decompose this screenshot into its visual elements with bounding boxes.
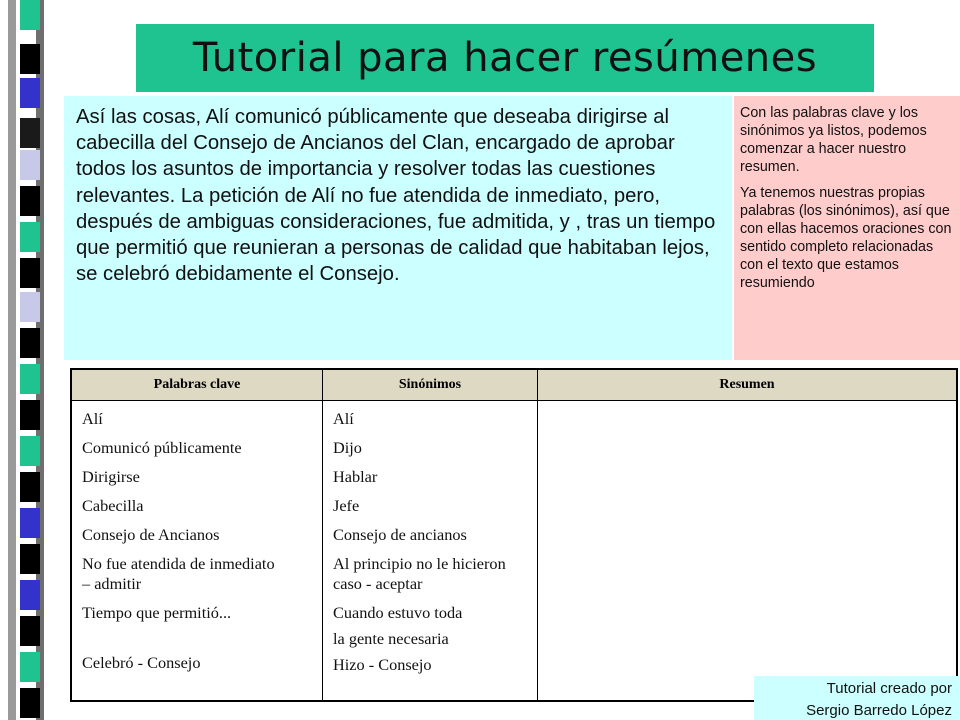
keyword-item: Cabecilla xyxy=(82,496,144,515)
summary-column[interactable] xyxy=(538,401,957,701)
keyword-item: Celebró - Consejo xyxy=(82,653,201,672)
keyword-item: Comunicó públicamente xyxy=(82,438,242,457)
synonym-item: Cuando estuvo toda xyxy=(333,603,463,622)
credit-line-1: Tutorial creado por xyxy=(826,680,952,697)
passage-text: Así las cosas, Alí comunicó públicamente que deseaba dirigirse al cabecilla del Consejo de Ancianos del Clan, encargado de aprobar todos los asuntos de importancia y resolver todas las cuestiones relevantes. La petición de Alí no fue atendida de inmediato, pero, después de ambiguas consideraciones, fue admitida, y , tras un tiempo que permitió que reunieran a personas de calidad que habitaban lejos, se celebró debidamente el Consejo. xyxy=(76,106,716,286)
keyword-item: Tiempo que permitió... xyxy=(82,603,232,622)
synonym-item: Consejo de ancianos xyxy=(333,525,467,544)
synonym-item: Hizo - Consejo xyxy=(333,655,432,674)
synonym-item: la gente necesaria xyxy=(333,629,449,648)
summary-table xyxy=(70,368,958,702)
instruction-note xyxy=(734,96,960,360)
synonym-item: Alí xyxy=(333,409,354,428)
header-keywords: Palabras clave xyxy=(72,370,323,401)
synonyms-column xyxy=(323,401,538,701)
synonym-item: Al principio no le hicieron caso - aceptar xyxy=(333,554,506,593)
keyword-item: Alí xyxy=(82,409,103,428)
source-passage xyxy=(64,96,732,360)
keywords-column xyxy=(72,401,323,701)
decorative-side-strip xyxy=(0,0,44,720)
title-banner xyxy=(136,24,874,92)
header-summary: Resumen xyxy=(538,370,957,401)
synonym-item: Jefe xyxy=(333,496,360,515)
keyword-item: No fue atendida de inmediato – admitir xyxy=(82,554,275,593)
note-paragraph-2: Ya tenemos nuestras propias palabras (los sinónimos), así que con ellas hacemos oraciones con sentido completo relacionadas con el texto que estamos resumiendo xyxy=(740,185,952,291)
header-synonyms: Sinónimos xyxy=(323,370,538,401)
credit-line-2: Sergio Barredo López xyxy=(806,702,952,719)
synonym-item: Dijo xyxy=(333,438,362,457)
synonym-item: Hablar xyxy=(333,467,378,486)
note-paragraph-1: Con las palabras clave y los sinónimos ya listos, podemos comenzar a hacer nuestro resumen. xyxy=(740,105,927,175)
keyword-item: Consejo de Ancianos xyxy=(82,525,220,544)
keyword-item: Dirigirse xyxy=(82,467,140,486)
author-credit xyxy=(754,676,960,720)
page-title: Tutorial para hacer resúmenes xyxy=(192,35,818,81)
